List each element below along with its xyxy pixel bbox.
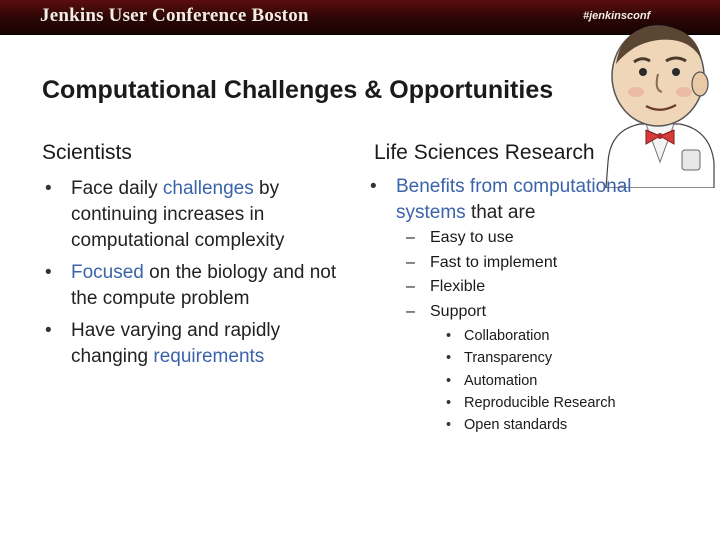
- list-item: • Have varying and rapidly changing requirements: [43, 318, 353, 370]
- list-item: – Easy to use: [412, 226, 557, 251]
- list-item: • Automation: [446, 370, 616, 392]
- scientists-bullet-list: [43, 176, 353, 376]
- list-item: – Support: [412, 300, 557, 325]
- list-item: • Open standards: [446, 414, 616, 436]
- scientists-heading: Scientists: [42, 141, 132, 164]
- highlight-text: Benefits from computational systems: [396, 176, 632, 223]
- hashtag: #jenkinsconf: [583, 10, 651, 22]
- life-sciences-heading: Life Sciences Research: [374, 141, 595, 164]
- list-item: • Benefits from computational systems that are: [368, 174, 688, 226]
- support-sub-list: [446, 325, 616, 436]
- list-item: • Collaboration: [446, 325, 616, 347]
- slide-title: Computational Challenges & Opportunities: [42, 76, 554, 104]
- list-item: • Transparency: [446, 347, 616, 369]
- list-item: – Flexible: [412, 275, 557, 300]
- highlight-text: challenges: [162, 178, 254, 199]
- jenkins-logo-icon: [588, 12, 720, 188]
- list-item: • Face daily challenges by continuing increases in computational complexity: [43, 176, 353, 254]
- benefits-dash-list: [412, 226, 557, 324]
- conference-title: Jenkins User Conference Boston: [40, 5, 309, 26]
- highlight-text: Focused: [71, 262, 144, 283]
- list-item: – Fast to implement: [412, 251, 557, 276]
- list-item: • Focused on the biology and not the compute problem: [43, 260, 353, 312]
- list-item: • Reproducible Research: [446, 392, 616, 414]
- life-sciences-bullet-list: [368, 174, 688, 232]
- highlight-text: requirements: [153, 346, 265, 367]
